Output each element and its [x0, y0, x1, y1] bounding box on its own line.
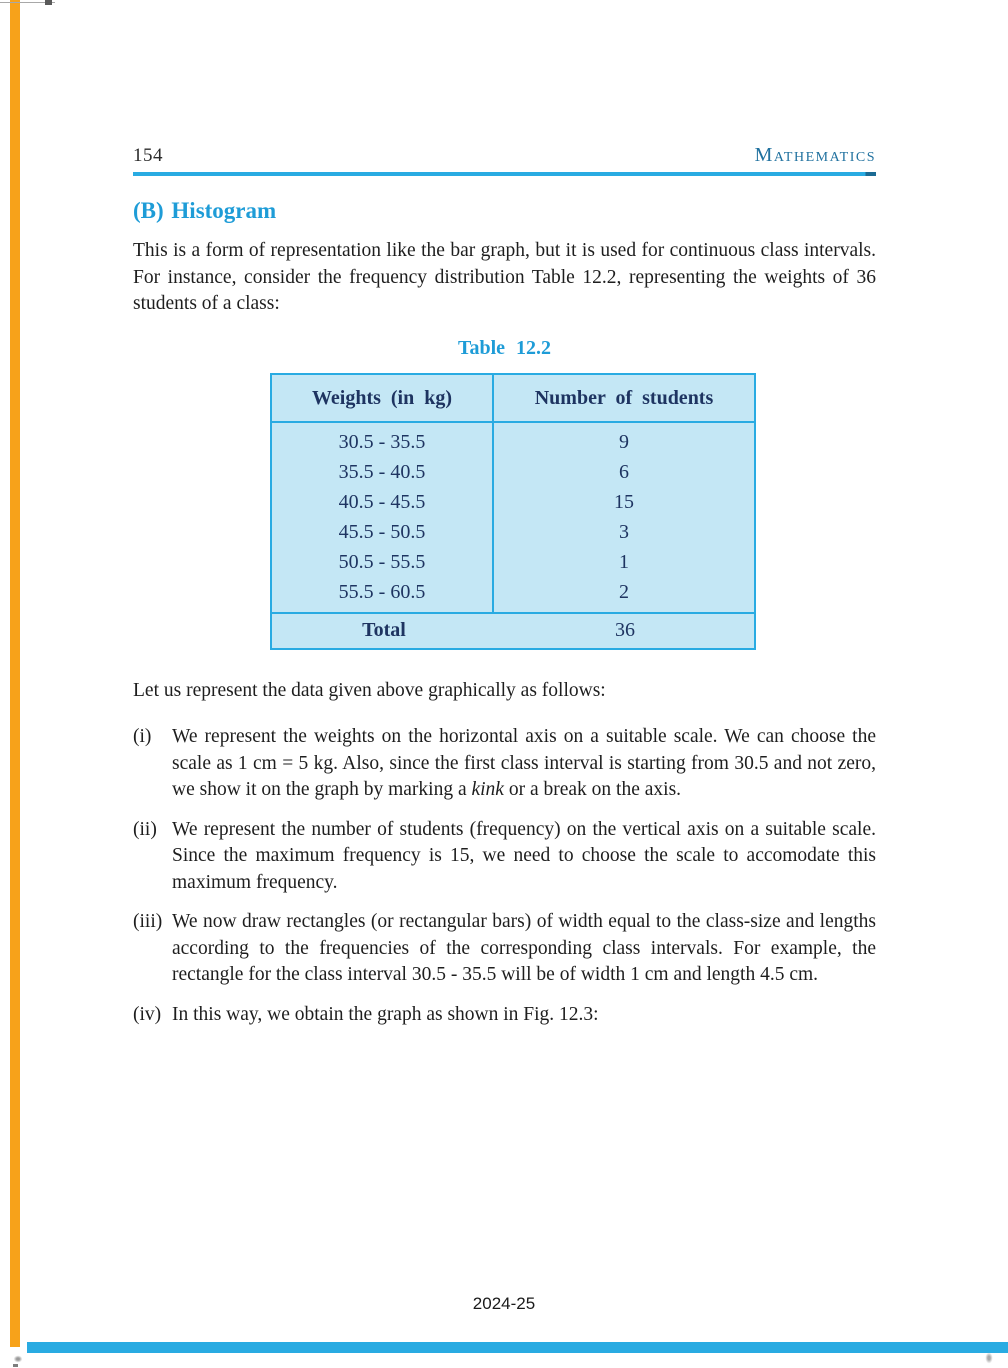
table-body [272, 423, 754, 612]
section-heading: (B) Histogram [133, 198, 277, 223]
total-label: Total [362, 619, 406, 641]
table-cell-interval: 50.5 - 55.5 [338, 551, 426, 573]
list-item-text-part: We represent the weights on the horizontal axis on a suitable scale. We can choose the scale as 1 cm = 5 kg. Also, since the first class interval is starting from 30.5 and not zero, we show it on the graph by marking a [172, 726, 876, 800]
table-cell-frequency: 6 [619, 461, 629, 483]
list-item [133, 909, 876, 989]
table-cell-interval: 30.5 - 35.5 [338, 431, 426, 453]
table-cell-interval: 35.5 - 40.5 [338, 461, 426, 483]
column-header-weights: Weights (in kg) [272, 375, 494, 421]
list-item-text: We represent the number of students (frequency) on the vertical axis on a suitable scale. Since the maximum frequency is 15, we need to choose the scale to accomodate this maximum frequency. [172, 818, 876, 893]
list-item-label: (i) [133, 726, 152, 747]
page-header [133, 144, 876, 167]
list-item [133, 1002, 876, 1029]
table-cell-interval: 40.5 - 45.5 [338, 491, 426, 513]
edition-watermark: 2024-25 [472, 1294, 536, 1313]
page-content [133, 144, 876, 1041]
total-value: 36 [615, 619, 635, 641]
table-header-row [272, 375, 754, 423]
bottom-edge-band [27, 1342, 1008, 1353]
frequency-table [270, 373, 756, 650]
students-column [494, 423, 754, 612]
table-cell-frequency: 1 [619, 551, 629, 573]
table-cell-interval: 45.5 - 50.5 [338, 521, 426, 543]
table-cell-frequency: 15 [614, 491, 634, 513]
italic-term: kink [471, 779, 504, 800]
scan-artifact [985, 1352, 993, 1364]
scan-artifact [13, 1364, 18, 1367]
table-cell-interval: 55.5 - 60.5 [338, 581, 426, 603]
list-item-text: We now draw rectangles (or rectangular bars) of width equal to the class-size and lengths according to the frequencies of the corresponding class intervals. For example, the rectangle for the class interval 30.5 - 35.5 will be of width 1 cm and length 4.5 cm. [172, 911, 876, 985]
list-item-label: (ii) [133, 818, 157, 840]
list-item-text [172, 724, 876, 804]
list-item [133, 724, 876, 804]
header-rule [133, 172, 876, 176]
weights-column [272, 423, 494, 612]
list-item-text: In this way, we obtain the graph as shown in Fig. 12.3: [172, 1003, 599, 1025]
running-head-subject: Mathematics [754, 144, 876, 166]
table-total-row [272, 612, 754, 648]
left-edge-band [10, 0, 20, 1347]
scan-artifact [45, 0, 52, 5]
column-header-students: Number of students [534, 387, 714, 409]
table-title: Table 12.2 [457, 337, 552, 359]
list-item-label: (iii) [133, 911, 163, 932]
scan-artifact [13, 1355, 23, 1363]
list-item-text-part: or a break on the axis. [503, 779, 682, 800]
list-item [133, 817, 876, 897]
intro-paragraph: This is a form of representation like the bar graph, but it is used for continuous class intervals. For instance, consider the frequency distribution Table 12.2, representing the weights of 36 students of a class: [133, 240, 876, 314]
numbered-list [133, 724, 876, 1028]
table-cell-frequency: 9 [619, 431, 629, 453]
table-cell-frequency: 3 [619, 521, 629, 543]
list-item-label: (iv) [133, 1003, 162, 1025]
lead-paragraph: Let us represent the data given above graphically as follows: [133, 680, 606, 701]
page-number: 154 [133, 145, 163, 166]
table-cell-frequency: 2 [619, 581, 629, 603]
